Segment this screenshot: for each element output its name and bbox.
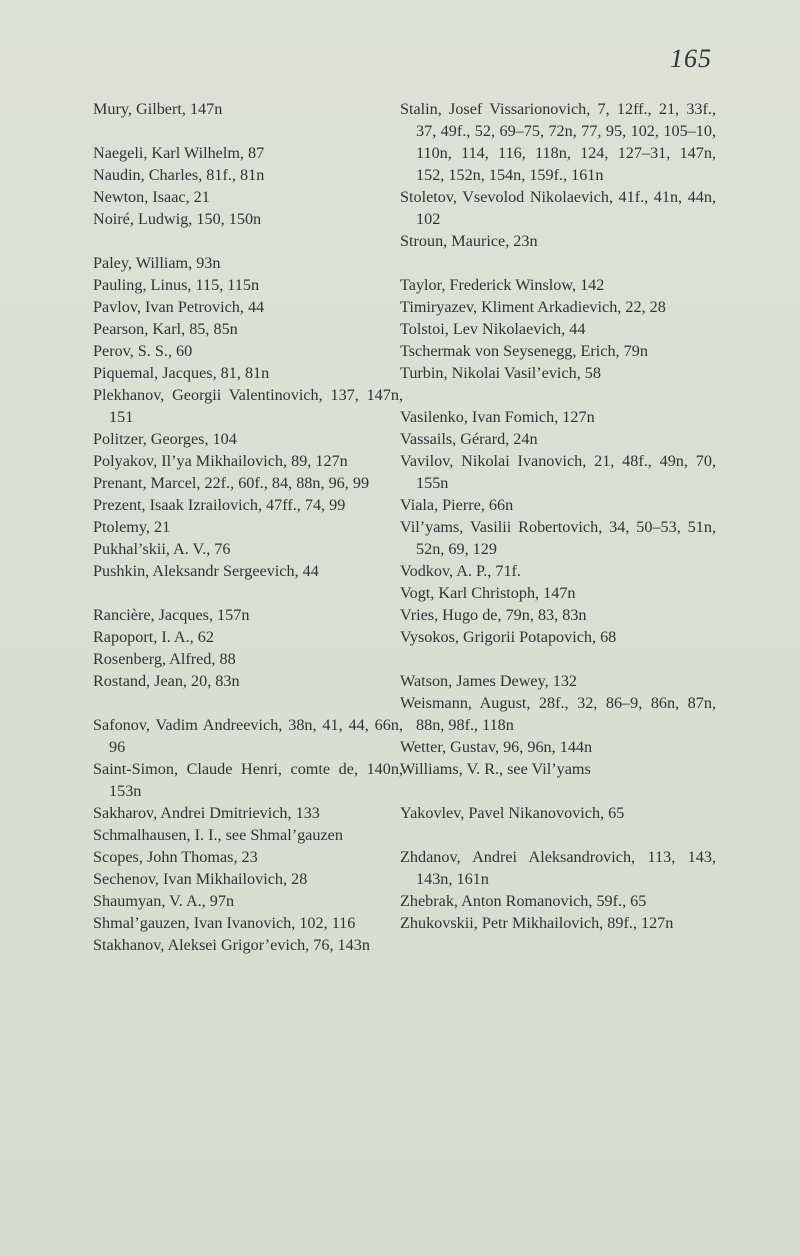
index-entry: Prezent, Isaak Izrailovich, 47ff., 74, 99: [93, 496, 346, 514]
index-entry: Plekhanov, Georgii Valentinovich, 137, 147n, 151: [93, 386, 403, 426]
index-entry: Scopes, John Thomas, 23: [93, 848, 258, 866]
index-entry: Turbin, Nikolai Vasil’evich, 58: [400, 364, 601, 382]
index-entry: Zhukovskii, Petr Mikhailovich, 89f., 127n: [400, 914, 674, 932]
index-letter-group: [93, 714, 403, 956]
index-entry: Vogt, Karl Christoph, 147n: [400, 584, 576, 602]
index-entry: Sakharov, Andrei Dmitrievich, 133: [93, 804, 320, 822]
index-column-left: [93, 98, 403, 978]
index-entry: Vries, Hugo de, 79n, 83, 83n: [400, 606, 587, 624]
index-entry: Pukhal’skii, A. V., 76: [93, 540, 231, 558]
index-entry: Pavlov, Ivan Petrovich, 44: [93, 298, 265, 316]
index-entry: Noiré, Ludwig, 150, 150n: [93, 210, 262, 228]
index-entry: Tschermak von Seysenegg, Erich, 79n: [400, 342, 648, 360]
index-entry: Shaumyan, V. A., 97n: [93, 892, 235, 910]
index-letter-group: [93, 142, 403, 230]
index-entry: Polyakov, Il’ya Mikhailovich, 89, 127n: [93, 452, 348, 470]
index-entry: Newton, Isaac, 21: [93, 188, 210, 206]
index-entry: Safonov, Vadim Andreevich, 38n, 41, 44, 66n, 96: [93, 716, 403, 756]
index-entry: Williams, V. R., see Vil’yams: [400, 760, 591, 778]
index-entry: Rapoport, I. A., 62: [93, 628, 214, 646]
index-entry: Saint-Simon, Claude Henri, comte de, 140n, 153n: [93, 760, 403, 800]
index-entry: Paley, William, 93n: [93, 254, 221, 272]
index-letter-group: [400, 274, 716, 384]
index-entry: Stroun, Maurice, 23n: [400, 232, 538, 250]
index-letter-group: [93, 98, 403, 120]
index-entry: Vysokos, Grigorii Potapovich, 68: [400, 628, 617, 646]
index-letter-group: [400, 98, 716, 252]
index-entry: Taylor, Frederick Winslow, 142: [400, 276, 605, 294]
index-letter-group: [93, 604, 403, 692]
index-entry: Zhebrak, Anton Romanovich, 59f., 65: [400, 892, 647, 910]
index-letter-group: [400, 846, 716, 934]
index-entry: Naudin, Charles, 81f., 81n: [93, 166, 265, 184]
index-entry: Tolstoi, Lev Nikolaevich, 44: [400, 320, 586, 338]
index-entry: Wetter, Gustav, 96, 96n, 144n: [400, 738, 593, 756]
index-entry: Sechenov, Ivan Mikhailovich, 28: [93, 870, 308, 888]
page-number: 165: [670, 44, 712, 73]
index-entry: Shmal’gauzen, Ivan Ivanovich, 102, 116: [93, 914, 356, 932]
index-entry: Stalin, Josef Vissarionovich, 7, 12ff., 21, 33f., 37, 49f., 52, 69–75, 72n, 77, 95, 102, 105–10, 110n, 114, 116, 118n, 124, 127–31, 147n, 152, 152n, 154n, 159f., 161n: [400, 100, 716, 184]
index-entry: Prenant, Marcel, 22f., 60f., 84, 88n, 96, 99: [93, 474, 370, 492]
index-entry: Rancière, Jacques, 157n: [93, 606, 250, 624]
index-entry: Vavilov, Nikolai Ivanovich, 21, 48f., 49n, 70, 155n: [400, 452, 716, 492]
index-entry: Pushkin, Aleksandr Sergeevich, 44: [93, 562, 319, 580]
index-entry: Pauling, Linus, 115, 115n: [93, 276, 260, 294]
index-entry: Politzer, Georges, 104: [93, 430, 237, 448]
index-entry: Viala, Pierre, 66n: [400, 496, 514, 514]
index-entry: Weismann, August, 28f., 32, 86–9, 86n, 87n, 88n, 98f., 118n: [400, 694, 716, 734]
index-entry: Rostand, Jean, 20, 83n: [93, 672, 240, 690]
index-letter-group: [93, 252, 403, 582]
index-letter-group: [400, 802, 716, 824]
index-entry: Vodkov, A. P., 71f.: [400, 562, 521, 580]
index-entry: Rosenberg, Alfred, 88: [93, 650, 236, 668]
index-entry: Timiryazev, Kliment Arkadievich, 22, 28: [400, 298, 666, 316]
index-entry: Piquemal, Jacques, 81, 81n: [93, 364, 270, 382]
index-entry: Stakhanov, Aleksei Grigor’evich, 76, 143n: [93, 936, 370, 954]
index-entry: Zhdanov, Andrei Aleksandrovich, 113, 143, 143n, 161n: [400, 848, 716, 888]
index-entry: Vasilenko, Ivan Fomich, 127n: [400, 408, 595, 426]
index-entry: Vil’yams, Vasilii Robertovich, 34, 50–53, 51n, 52n, 69, 129: [400, 518, 716, 558]
index-entry: Mury, Gilbert, 147n: [93, 100, 223, 118]
index-column-right: [400, 98, 716, 956]
index-entry: Ptolemy, 21: [93, 518, 171, 536]
index-entry: Stoletov, Vsevolod Nikolaevich, 41f., 41n, 44n, 102: [400, 188, 716, 228]
index-letter-group: [400, 406, 716, 648]
index-entry: Yakovlev, Pavel Nikanovovich, 65: [400, 804, 625, 822]
index-entry: Perov, S. S., 60: [93, 342, 193, 360]
index-letter-group: [400, 670, 716, 780]
index-entry: Vassails, Gérard, 24n: [400, 430, 538, 448]
index-entry: Pearson, Karl, 85, 85n: [93, 320, 238, 338]
index-entry: Schmalhausen, I. I., see Shmal’gauzen: [93, 826, 343, 844]
index-entry: Naegeli, Karl Wilhelm, 87: [93, 144, 265, 162]
index-entry: Watson, James Dewey, 132: [400, 672, 578, 690]
